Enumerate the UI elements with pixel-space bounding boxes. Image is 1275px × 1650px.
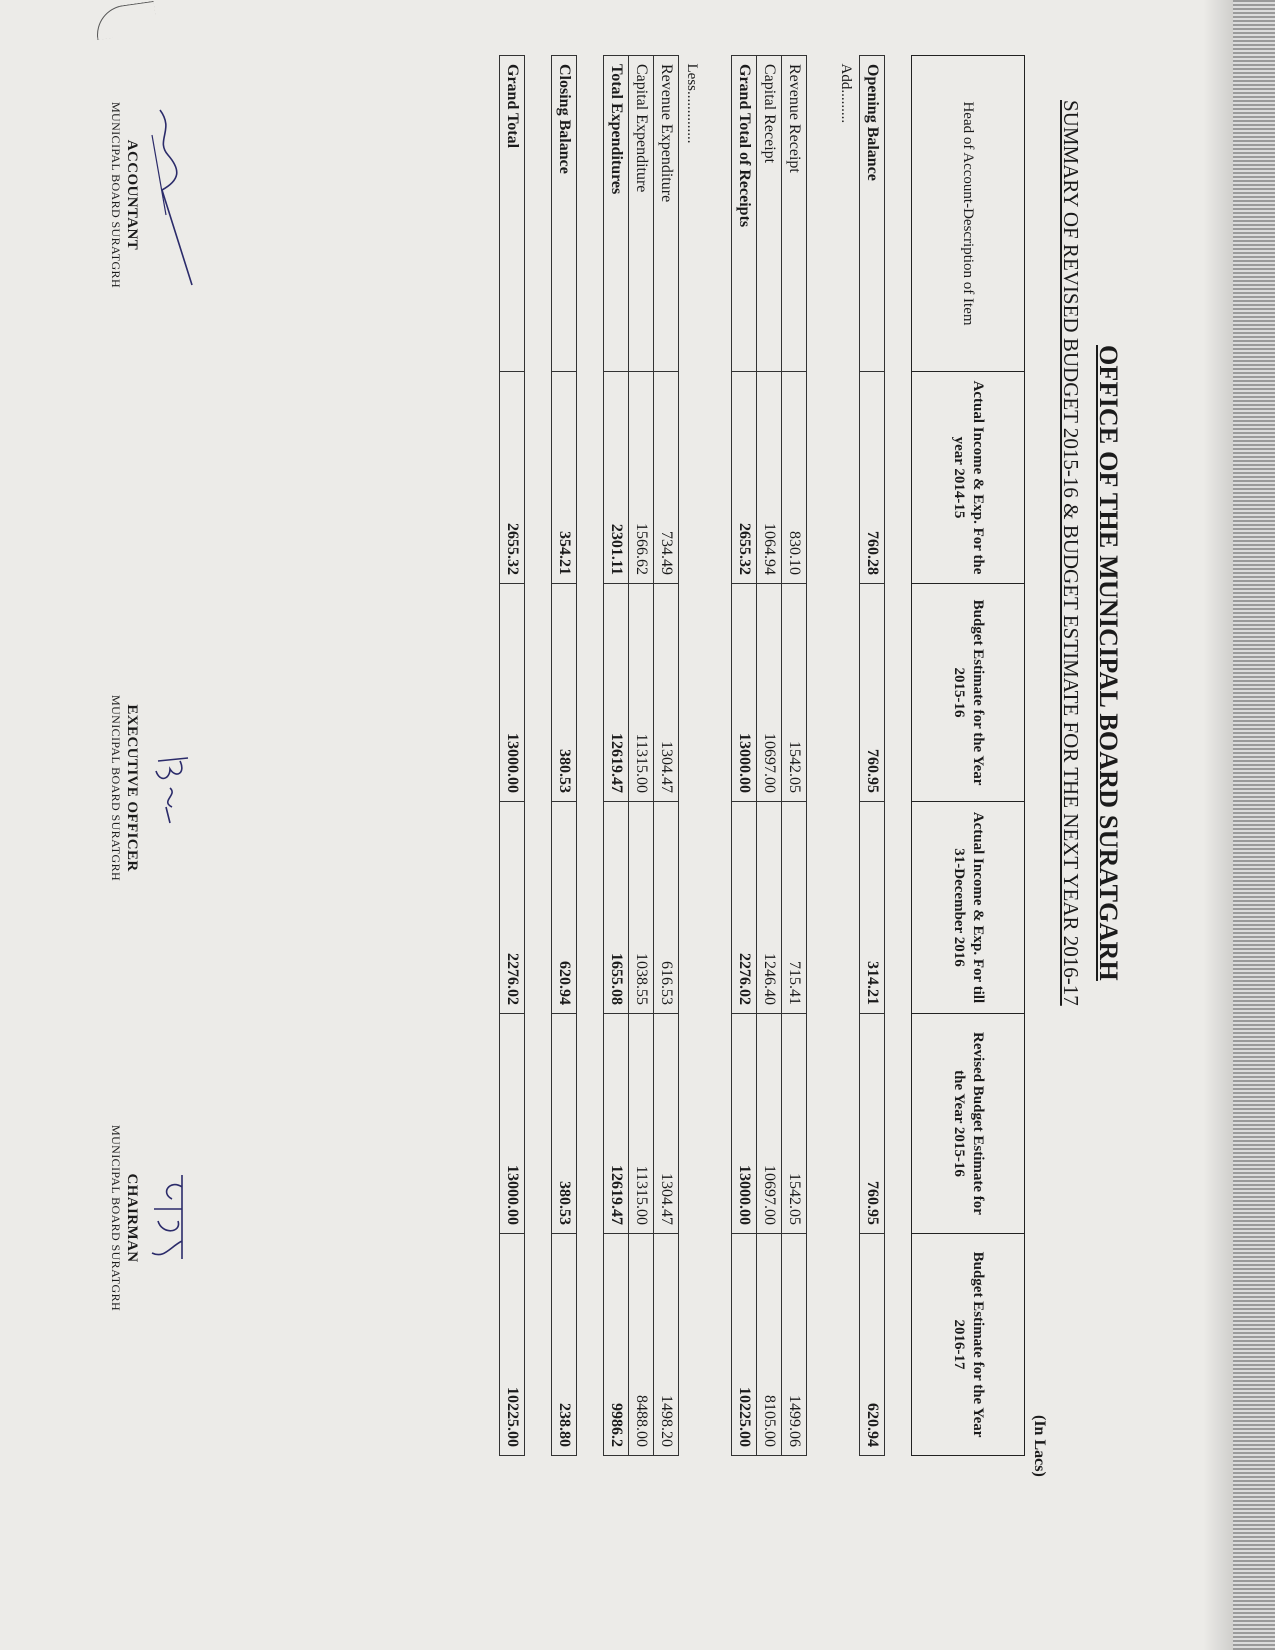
table-row-closing-balance [552, 56, 577, 1456]
table-row-total-expenditures [604, 56, 629, 1456]
executive-officer-signature [140, 743, 200, 833]
table-cell: 1304.47 [654, 1014, 679, 1234]
table-row-opening-balance [860, 56, 885, 1456]
less-section-label-row [679, 56, 706, 1456]
table-row-capital-receipt [757, 56, 782, 1456]
table-cell: 1655.08 [604, 802, 629, 1014]
unit-label: (In Lacs) [1031, 1415, 1048, 1477]
table-cell: 760.28 [860, 372, 885, 584]
accountant-signature-block [108, 95, 200, 295]
row-label: Grand Total of Receipts [732, 56, 757, 372]
table-cell: 620.94 [860, 1234, 885, 1456]
table-cell: 1499.06 [782, 1234, 807, 1456]
table-cell: 380.53 [552, 1014, 577, 1234]
table-row-grand-total [500, 56, 525, 1456]
column-header: Actual Income & Exp. For till 31-December 2016 [912, 802, 1025, 1014]
table-cell: 1064.94 [757, 372, 782, 584]
table-row-capital-expenditure [629, 56, 654, 1456]
chairman-title: CHAIRMAN [124, 1173, 140, 1263]
executive-officer-signature-block [108, 695, 200, 881]
table-cell: 2276.02 [500, 802, 525, 1014]
table-cell: 760.95 [860, 1014, 885, 1234]
chairman-signature [140, 1163, 200, 1273]
row-label: Closing Balance [552, 56, 577, 372]
table-cell: 1498.20 [654, 1234, 679, 1456]
row-label: Capital Receipt [757, 56, 782, 372]
row-label: Opening Balance [860, 56, 885, 372]
add-section-label-row [833, 56, 860, 1456]
table-cell: 2655.32 [500, 372, 525, 584]
table-row-revenue-expenditure [654, 56, 679, 1456]
table-cell: 2276.02 [732, 802, 757, 1014]
less-label: Less.............. [684, 63, 700, 144]
table-cell: 13000.00 [500, 1014, 525, 1234]
chairman-org: MUNICIPAL BOARD SURATGRH [109, 1125, 123, 1312]
table-cell: 2655.32 [732, 372, 757, 584]
table-cell: 830.10 [782, 372, 807, 584]
table-cell: 11315.00 [629, 1014, 654, 1234]
table-cell: 1542.05 [782, 1014, 807, 1234]
table-cell: 380.53 [552, 584, 577, 802]
table-cell: 11315.00 [629, 584, 654, 802]
budget-summary-table [499, 55, 1025, 1456]
table-cell: 1542.05 [782, 584, 807, 802]
table-cell: 8105.00 [757, 1234, 782, 1456]
executive-officer-org: MUNICIPAL BOARD SURATGRH [109, 695, 123, 882]
table-cell: 10697.00 [757, 584, 782, 802]
row-label: Capital Expenditure [629, 56, 654, 372]
table-cell: 1566.62 [629, 372, 654, 584]
table-cell: 1038.55 [629, 802, 654, 1014]
table-cell: 354.21 [552, 372, 577, 584]
row-label: Total Expenditures [604, 56, 629, 372]
table-cell: 238.80 [552, 1234, 577, 1456]
chairman-signature-block [108, 1125, 200, 1311]
table-cell: 9986.2 [604, 1234, 629, 1456]
table-header-row [912, 56, 1025, 1456]
document-subtitle: SUMMARY OF REVISED BUDGET 2015-16 & BUDGET ESTIMATE FOR THE NEXT YEAR 2016-17 [1059, 100, 1083, 1006]
table-cell: 734.49 [654, 372, 679, 584]
document-title: OFFICE OF THE MUNICIPAL BOARD SURATGARH [1094, 345, 1123, 981]
table-cell: 13000.00 [732, 1014, 757, 1234]
table-cell: 2301.11 [604, 372, 629, 584]
accountant-signature [140, 95, 200, 295]
table-cell: 760.95 [860, 584, 885, 802]
row-label: Revenue Expenditure [654, 56, 679, 372]
accountant-title: ACCOUNTANT [124, 139, 140, 251]
table-cell: 1304.47 [654, 584, 679, 802]
add-label: Add......... [838, 63, 854, 124]
table-cell: 13000.00 [732, 584, 757, 802]
row-label: Revenue Receipt [782, 56, 807, 372]
table-cell: 10697.00 [757, 1014, 782, 1234]
row-label: Grand Total [500, 56, 525, 372]
table-cell: 616.53 [654, 802, 679, 1014]
table-cell: 10225.00 [732, 1234, 757, 1456]
column-header: Head of Account-Description of Item [912, 56, 1025, 372]
table-cell: 314.21 [860, 802, 885, 1014]
table-cell: 12619.47 [604, 584, 629, 802]
table-cell: 620.94 [552, 802, 577, 1014]
table-row-grand-total-receipts [732, 56, 757, 1456]
accountant-org: MUNICIPAL BOARD SURATGRH [109, 101, 123, 289]
table-cell: 13000.00 [500, 584, 525, 802]
column-header: Actual Income & Exp. For the year 2014-15 [912, 372, 1025, 584]
table-cell: 10225.00 [500, 1234, 525, 1456]
table-cell: 12619.47 [604, 1014, 629, 1234]
executive-officer-title: EXECUTIVE OFFICER [124, 704, 140, 872]
table-cell: 1246.40 [757, 802, 782, 1014]
column-header: Budget Estimate for the Year 2016-17 [912, 1234, 1025, 1456]
table-cell: 715.41 [782, 802, 807, 1014]
column-header: Budget Estimate for the Year 2015-16 [912, 584, 1025, 802]
table-cell: 8488.00 [629, 1234, 654, 1456]
column-header: Revised Budget Estimate for the Year 2015-16 [912, 1014, 1025, 1234]
table-row-revenue-receipt [782, 56, 807, 1456]
